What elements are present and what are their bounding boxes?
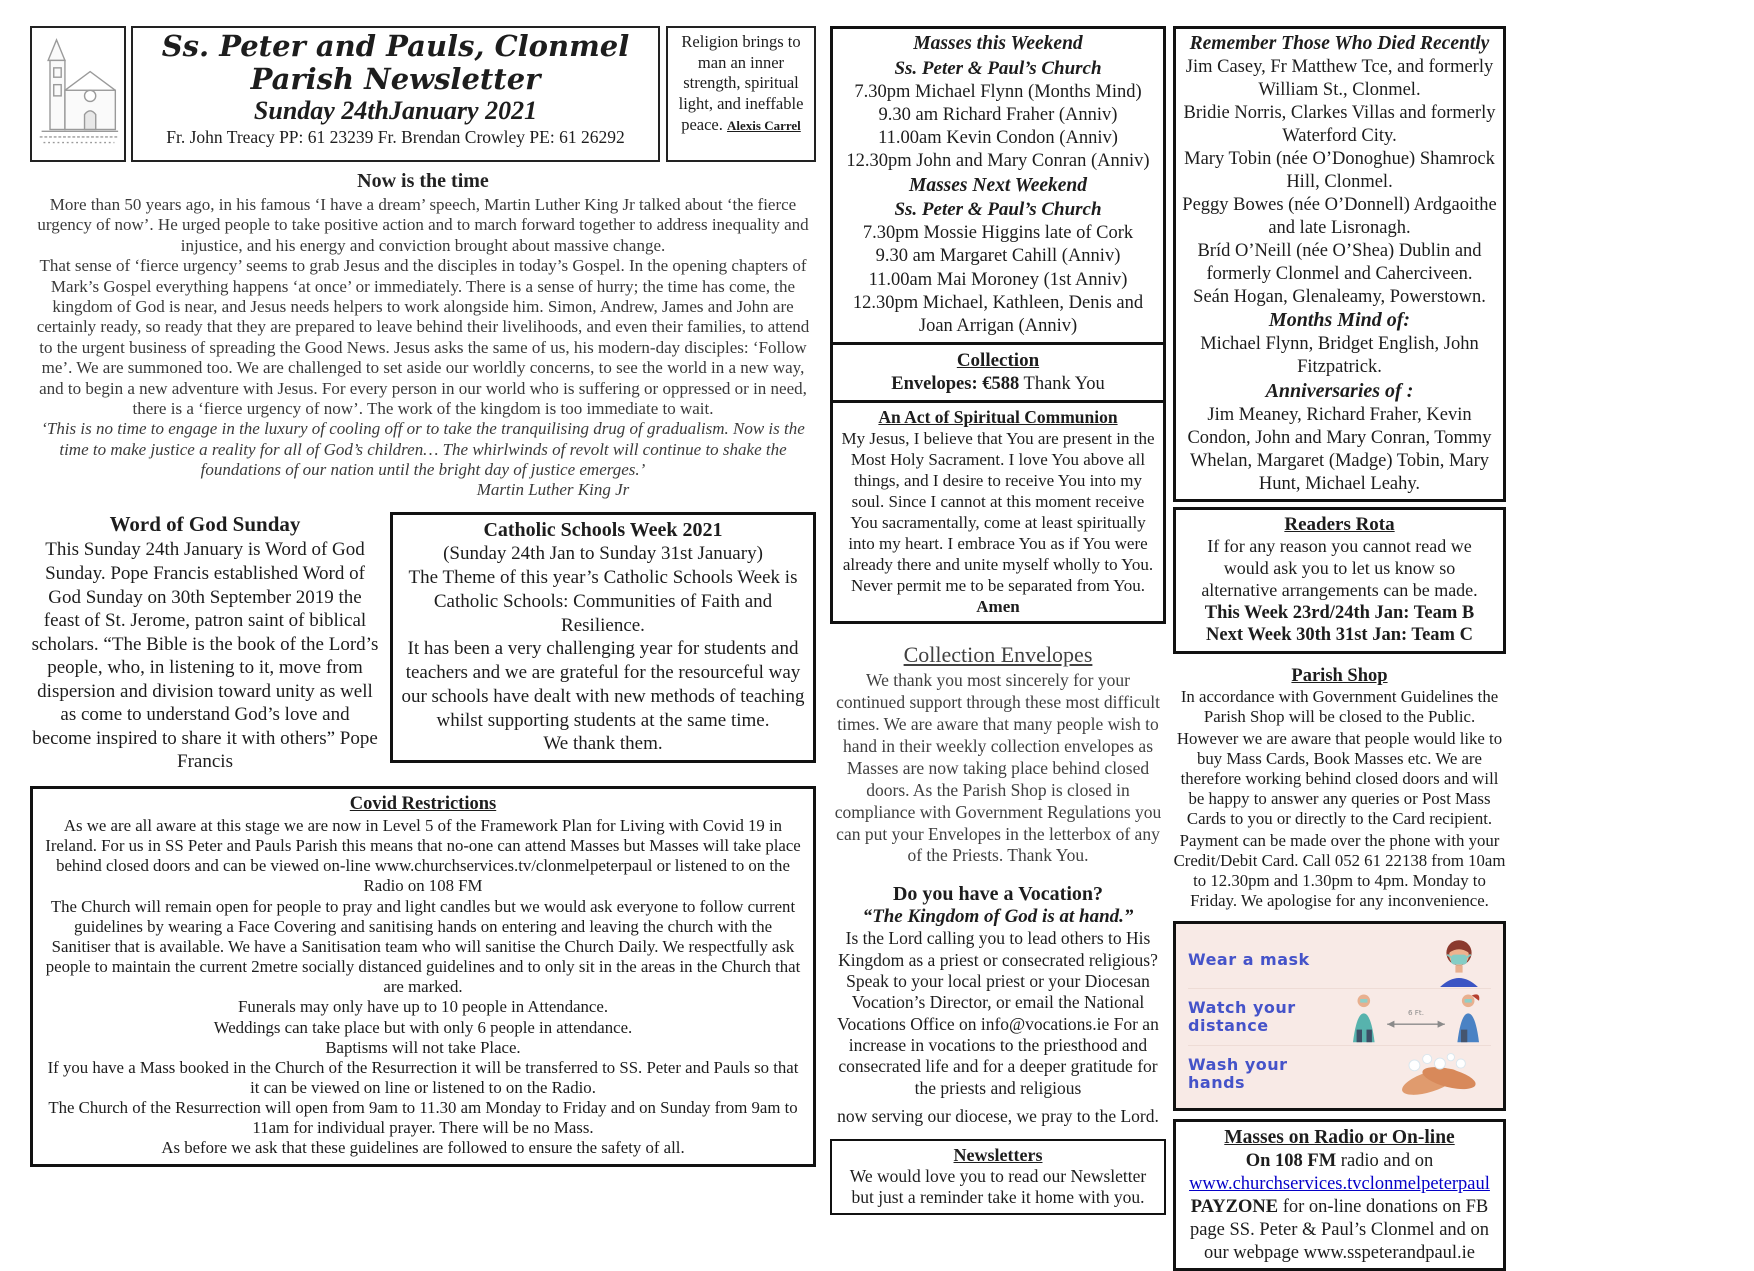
wear-mask-row — [1188, 932, 1491, 989]
parish-shop-title: Parish Shop — [1291, 665, 1388, 686]
covid-line: If you have a Mass booked in the Church of the Resurrection it will be transferred to SS. Peter and Pauls so that it can be viewed on line or listened to on the Radio. — [47, 1057, 799, 1097]
now-is-the-time-article — [30, 170, 816, 500]
watch-distance-row — [1188, 989, 1491, 1046]
payzone-line — [1184, 1196, 1495, 1265]
religion-quote-text: Religion brings to man an inner strength, spiritual light, and ineffable peace. — [678, 32, 804, 134]
newsletters-box — [830, 1139, 1166, 1215]
catholic-schools-line: We thank them. — [543, 733, 663, 755]
collection-section — [833, 342, 1163, 400]
fm-frequency: On 108 FM — [1245, 1150, 1337, 1171]
vocation-title: Do you have a Vocation? — [892, 883, 1104, 906]
payzone-rest: for on-line donations on FB page SS. Peter & Paul’s Clonmel and on our webpage www.sspeterandpaul.ie — [1189, 1196, 1490, 1263]
radio-online-title: Masses on Radio or On-line — [1224, 1126, 1455, 1148]
article-paragraph-1: More than 50 years ago, in his famous ‘I have a dream’ speech, Martin Luther King Jr talked about ‘the fierce urgency of now’. He urged people to take positive action and to march forward together to address inequality and injustice, and his energy and conviction brought about massive change. — [37, 195, 809, 255]
catholic-schools-line: (Sunday 24th Jan to Sunday 31st January) — [443, 543, 763, 565]
mass-entry: 7.30pm Mossie Higgins late of Cork — [862, 223, 1134, 244]
newsletter-title: Parish Newsletter — [250, 62, 541, 97]
covid-restrictions-box — [30, 786, 816, 1167]
deceased-entry: Jim Casey, Fr Matthew Tce, and formerly William St., Clonmel. — [1185, 57, 1494, 101]
collection-envelopes-amount: Envelopes: €588 — [891, 373, 1020, 394]
covid-line: Funerals may only have up to 10 people in Attendance. — [237, 997, 609, 1017]
mass-entry: 9.30 am Richard Fraher (Anniv) — [878, 104, 1118, 125]
covid-line: Baptisms will not take Place. — [325, 1037, 521, 1057]
church-photo — [30, 26, 126, 162]
newsletters-title: Newsletters — [953, 1145, 1043, 1165]
vocation-subtitle: “The Kingdom of God is at hand.” — [862, 906, 1134, 928]
parish-shop-paragraph: Payment can be made over the phone with your Credit/Debit Card. Call 052 61 22138 from 10am to 12.30pm and 1.30pm to 4pm. Monday to Friday. We apologise for any inconvenience. — [1173, 831, 1506, 910]
parish-shop-paragraph: In accordance with Government Guidelines the Parish Shop will be closed to the Public. — [1180, 686, 1499, 726]
newsletters-body: We would love you to read our Newsletter but just a reminder take it home with you. — [849, 1166, 1147, 1208]
religion-quote-attribution: Alexis Carrel — [727, 117, 801, 133]
deceased-entry: Mary Tobin (née O’Donoghue) Shamrock Hill, Clonmel. — [1184, 148, 1495, 192]
churchservices-link[interactable]: www.churchservices.tvclonmelpeterpaul — [1189, 1173, 1490, 1194]
six-feet-label: 6 Ft. — [1407, 1007, 1425, 1017]
article-paragraph-2: That sense of ‘fierce urgency’ seems to grab Jesus and the disciples in today’s Gospel. In the opening chapters of Mark’s Gospel everything happens ‘at once’ or immediately. There is a sense of hurry; the time has come, the kingdom of God is near, and Jesus needs helpers to work alongside him. Simon, Andrew, James and John are certainly ready, so ready that they are prepared to leave behind their livelihoods, and even their families, to attend to the urgent business of spreading the Good News. Jesus asks the same of us, his modern-day disciples: ‘Follow me’. We are summoned too. We are challenged to set aside our worldly concerns, to see the world in a new way, and to begin a new adventure with Jesus. For every person in our world who is suffering or oppressed or in need, there is a ‘fierce urgency of now’. The work of the kingdom is too immediate to wait. — [36, 256, 810, 418]
word-of-god-body: This Sunday 24th January is Word of God Sunday. Pope Francis established Word of God Sunday on 30th September 2019 the feast of St. Jerome, patron saint of biblical scholars. “The Bible is the book of the Lord’s people, who, in listening to it, move from dispersion and division toward unity as well as come to understand God’s love and become inspired to share it with others” Pope Francis — [31, 539, 379, 773]
anniversaries-names: Jim Meaney, Richard Fraher, Kevin Condon, John and Mary Conran, Tommy Whelan, Margaret (Madge) Tobin, Mary Hunt, Michael Leahy. — [1187, 404, 1492, 494]
middle-column — [830, 26, 1166, 1215]
parish-shop-section — [1173, 666, 1506, 911]
right-column — [1173, 26, 1506, 1271]
prayer-text: My Jesus, I believe that You are present in the Most Holy Sacrament. I love You above all things, and I desire to receive You into my soul. Since I cannot at this moment receive You sacramentally, come at least spiritually into my heart. I embrace You as if You were already there and unite myself wholly to You. Never permit me to be separated from You. — [841, 428, 1155, 596]
readers-rota-body: If for any reason you cannot read we would ask you to let us know so alternative arrangements can be made. — [1201, 535, 1478, 600]
masses-radio-online-box — [1173, 1119, 1506, 1271]
months-mind-names: Michael Flynn, Bridget English, John Fitzpatrick. — [1200, 334, 1479, 378]
mlk-attribution: Martin Luther King Jr — [476, 480, 630, 500]
article-title: Now is the time — [357, 170, 489, 192]
deceased-entry: Peggy Bowes (née O’Donnell) Ardgaoithe and late Lisronagh. — [1182, 194, 1497, 238]
anniversaries-title: Anniversaries of : — [1265, 380, 1414, 403]
mass-entry: 11.00am Mai Moroney (1st Anniv) — [868, 269, 1128, 290]
deaths-title: Remember Those Who Died Recently — [1189, 33, 1490, 54]
religion-quote-box — [666, 26, 816, 162]
parish-name: Ss. Peter and Pauls, Clonmel — [161, 29, 630, 63]
collection-envelopes-section — [830, 642, 1166, 867]
vocation-body: Is the Lord calling you to lead others to His Kingdom as a priest or consecrated religious? Speak to your local priest or your Diocesan Vocation’s Director, or email the National Vocations Office on info@vocations.ie For an increase in vocations to the priesthood and consecrated life and for a deeper gratitude for the priests and religious — [837, 928, 1159, 1098]
masses-this-weekend-section — [833, 29, 1163, 342]
word-of-god-title: Word of God Sunday — [109, 512, 301, 537]
newsletter-header — [30, 26, 816, 162]
mass-entry: 7.30pm Michael Flynn (Months Mind) — [854, 81, 1142, 102]
mlk-quote: ‘This is no time to engage in the luxury of cooling off or to take the tranquilising drug of gradualism. Now is the time to make justice a reality for all of God’s children… The whirlwinds of revolt will continue to shake the foundations of our nation until the bright day of justice emerges.’ — [41, 419, 805, 480]
catholic-schools-line: It has been a very challenging year for students and teachers and we are grateful for the resourceful way our schools have dealt with new methods of teaching whilst supporting students at the same time. — [401, 638, 805, 731]
mass-entry: 9.30 am Margaret Cahill (Anniv) — [875, 246, 1121, 267]
covid-title: Covid Restrictions — [349, 793, 497, 814]
masses-this-weekend-title: Masses this Weekend — [913, 33, 1083, 54]
masked-person-icon — [1427, 933, 1491, 987]
masses-collection-stack — [830, 26, 1166, 624]
readers-rota-box — [1173, 507, 1506, 654]
mass-entry: 12.30pm Michael, Kathleen, Denis and Joan Arrigan (Anniv) — [852, 293, 1144, 337]
spiritual-communion-title: An Act of Spiritual Communion — [878, 406, 1118, 427]
vocation-closing: now serving our diocese, we pray to the Lord. — [837, 1106, 1159, 1126]
radio-fm-line — [1184, 1150, 1495, 1173]
deceased-entry: Seán Hogan, Glenaleamy, Powerstown. — [1193, 286, 1486, 307]
catholic-schools-line: The Theme of this year’s Catholic Schools Week is Catholic Schools: Communities of Faith and Resilience. — [408, 567, 798, 636]
left-page — [30, 26, 816, 1167]
church-sketch-image — [36, 32, 120, 156]
catholic-schools-box — [390, 512, 816, 763]
mass-entry: 12.30pm John and Mary Conran (Anniv) — [846, 151, 1150, 172]
priest-contacts: Fr. John Treacy PP: 61 23239 Fr. Brendan Crowley PE: 61 26292 — [166, 127, 625, 148]
word-of-god-section — [30, 512, 380, 773]
collection-thanks: Thank You — [1019, 373, 1105, 394]
wash-hands-row — [1188, 1046, 1491, 1102]
wash-hands-label: Wash your hands — [1188, 1055, 1288, 1092]
parish-shop-paragraph: However we are aware that people would like to buy Mass Cards, Book Masses etc. We are therefore working behind closed doors and will be happy to answer any queries or Post Mass Cards to you or directly to the Card recipient. — [1176, 729, 1503, 828]
masthead — [131, 26, 660, 162]
payzone-label: PAYZONE — [1190, 1196, 1279, 1217]
deaths-box — [1173, 26, 1506, 502]
hand-washing-icon — [1387, 1049, 1491, 1099]
catholic-schools-title: Catholic Schools Week 2021 — [483, 519, 723, 542]
covid-safety-infographic — [1173, 921, 1506, 1111]
watch-distance-label: Watch your distance — [1188, 998, 1296, 1035]
deceased-entry: Bridie Norris, Clarkes Villas and formerly Waterford City. — [1183, 103, 1496, 146]
covid-line: The Church of the Resurrection will open from 9am to 11.30 am Monday to Friday and on Sunday from 9am to 11am for individual prayer. There will be no Mass. — [48, 1098, 798, 1138]
masses-next-weekend-title: Masses Next Weekend — [908, 174, 1087, 196]
readers-rota-title: Readers Rota — [1284, 513, 1395, 535]
readers-rota-next-week: Next Week 30th 31st Jan: Team C — [1206, 625, 1473, 646]
covid-line: Weddings can take place but with only 6 people in attendance. — [213, 1017, 633, 1037]
collection-title: Collection — [956, 349, 1040, 371]
fm-rest: radio and on — [1336, 1150, 1434, 1171]
covid-line: As we are all aware at this stage we are now in Level 5 of the Framework Plan for Living with Covid 19 in Ireland. For us in SS Peter and Pauls Parish this means that no-one can attend Masses but Masses will take place behind closed doors and can be viewed on-line www.churchservices.tv/clonmelpeterpaul or listened to on the Radio on 108 FM — [45, 815, 801, 896]
social-distance-icon — [1341, 990, 1491, 1044]
collection-amount — [837, 374, 1159, 395]
deceased-entry: Bríd O’Neill (née O’Shea) Dublin and formerly Clonmel and Caherciveen. — [1197, 240, 1482, 284]
covid-line: The Church will remain open for people to pray and light candles but we would ask everyone to follow current guidelines by wearing a Face Covering and sanitising hands on entering and leaving the church with the Sanitiser that is available. We have a Sanitisation team who will sanitise the Church Daily. We respectfully ask people to maintain the current 2metre socially distanced guidelines and to only sit in the areas in the Church that are marked. — [45, 896, 801, 997]
collection-envelopes-title: Collection Envelopes — [903, 642, 1093, 668]
vocation-section — [830, 883, 1166, 1127]
church-name: Ss. Peter & Paul’s Church — [894, 199, 1102, 221]
mass-entry: 11.00am Kevin Condon (Anniv) — [878, 128, 1118, 149]
wear-mask-label: Wear a mask — [1188, 949, 1310, 969]
months-mind-title: Months Mind of: — [1268, 309, 1411, 332]
collection-envelopes-body: We thank you most sincerely for your continued support through these most difficult times. We are aware that many people wish to hand in their weekly collection envelopes as Masses are now taking place behind closed doors. As the Parish Shop is closed in compliance with Government Regulations you can put your Envelopes in the letterbox of any of the Priests. Thank You. — [834, 670, 1162, 866]
spiritual-communion-prayer — [841, 428, 1155, 618]
readers-rota-this-week: This Week 23rd/24th Jan: Team B — [1204, 602, 1475, 623]
spiritual-communion-section — [833, 400, 1163, 622]
covid-line: As before we ask that these guidelines are followed to ensure the safety of all. — [161, 1138, 685, 1158]
prayer-amen: Amen — [976, 597, 1020, 617]
church-name: Ss. Peter & Paul’s Church — [894, 57, 1102, 79]
issue-date: Sunday 24thJanuary 2021 — [253, 95, 538, 125]
